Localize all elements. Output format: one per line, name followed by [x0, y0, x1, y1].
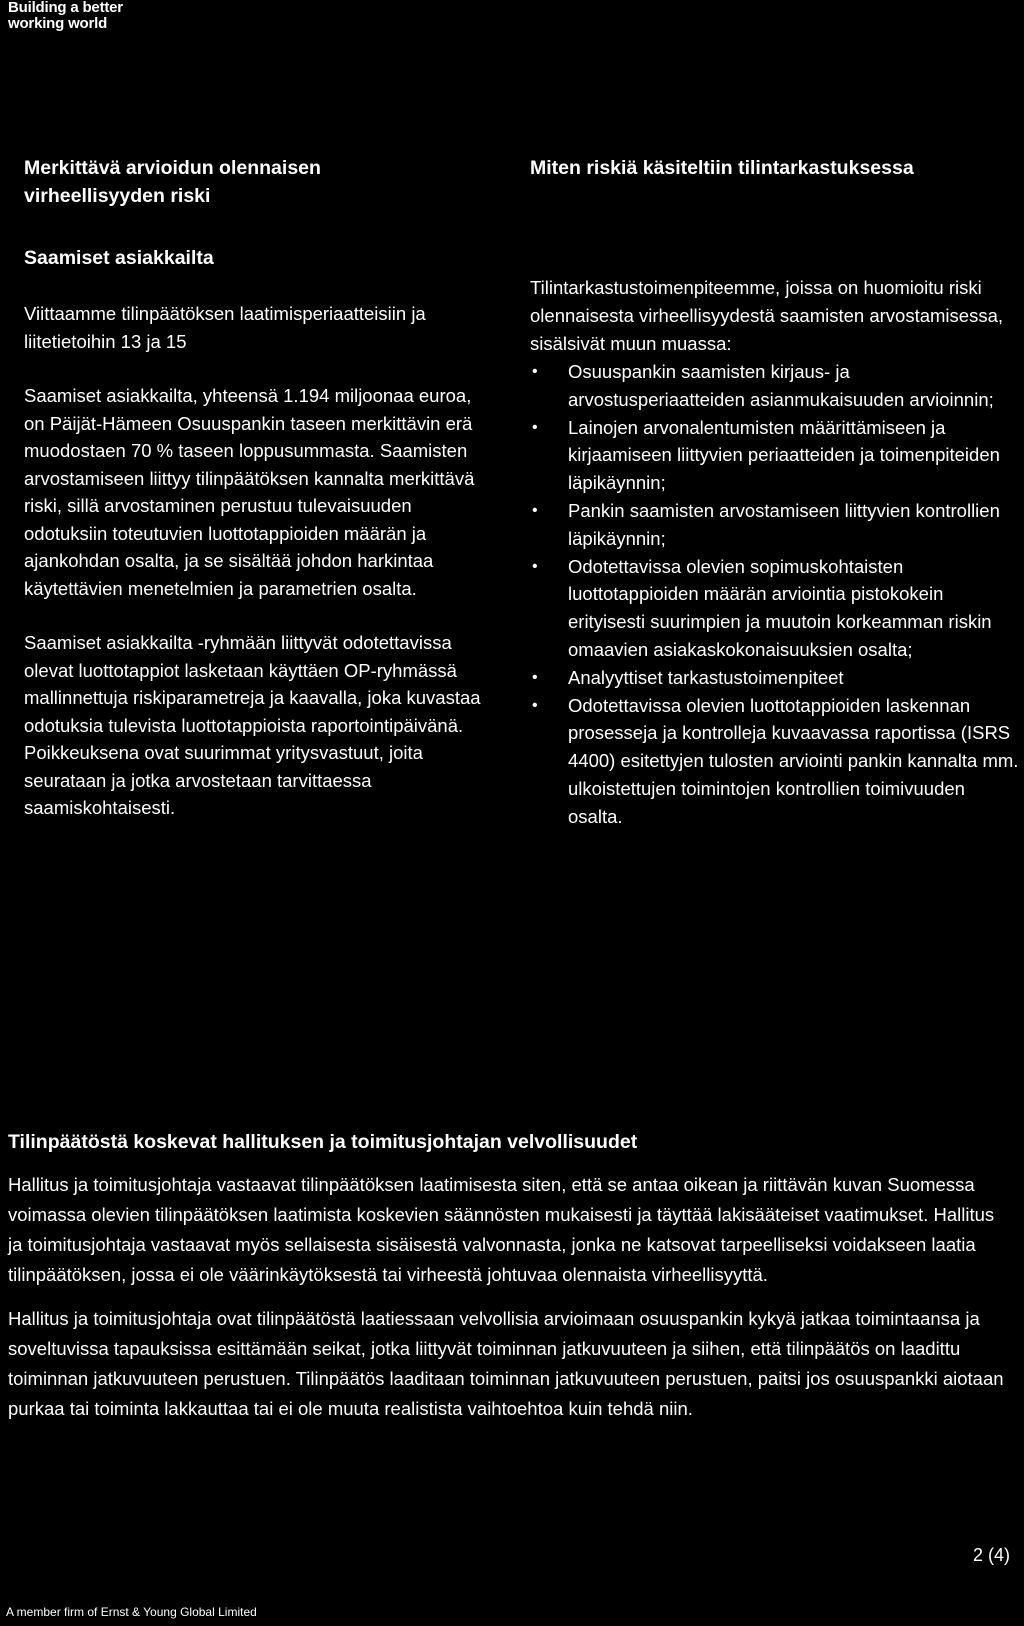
left-header-line-1: Merkittävä arvioidun olennaisen — [24, 157, 321, 179]
section-title: Tilinpäätöstä koskevat hallituksen ja toimitusjohtajan velvollisuudet — [8, 1131, 638, 1153]
left-header-line-2: virheellisyyden riski — [24, 185, 211, 207]
left-paragraph-2: Saamiset asiakkailta, yhteensä 1.194 miljoonaa euroa, on Päijät-Hämeen Osuuspankin taseen merkittävin erä muodostaen 70 % taseen loppusummasta. Saamisten arvostamiseen liittyy tilinpäätöksen kannalta merkittävä riski, sillä arvostaminen perustuu tulevaisuuden odotuksiin toteutuvien luottotappioiden määrän ja ajankohdan osalta, ja se sisältää johdon harkintaa käytettävien menetelmien ja parametrien osalta. — [24, 385, 475, 599]
procedure-item: • Odotettavissa olevien luottotappioiden laskennan prosesseja ja kontrolleja kuvaavassa raportissa (ISRS 4400) esitettyjen tulosten arviointi pankin kannalta mm. ulkoistettujen toimintojen kontrollien toimivuuden osalta. — [530, 692, 1020, 831]
left-column-header — [24, 154, 492, 210]
brand-line-2: working world — [8, 15, 108, 32]
procedure-item: • Analyyttiset tarkastustoimenpiteet — [530, 664, 1020, 692]
right-intro: Tilintarkastustoimenpiteemme, joissa on huomioitu riski olennaisesta virheellisyydestä saamisten arvostamisessa, sisälsivät muun muassa: — [530, 277, 1003, 354]
responsibilities-section — [8, 1128, 1013, 1424]
right-column-header: Miten riskiä käsiteltiin tilintarkastuksessa — [530, 157, 914, 179]
procedures-list — [530, 358, 1020, 831]
section-paragraph-1: Hallitus ja toimitusjohtaja vastaavat tilinpäätöksen laatimisesta siten, että se antaa oikean ja riittävän kuvan Suomessa voimassa olevien tilinpäätöksen laatimista koskevien säännösten mukaisesti ja täyttää lakisääteiset vaatimukset. Hallitus ja toimitusjohtaja vastaavat myös sellaisesta sisäisestä valvonnasta, jonka ne katsovat tarpeelliseksi voidakseen laatia tilinpäätöksen, jossa ei ole väärinkäytöksestä tai virheestä johtuvaa olennaista virheellisyyttä. — [8, 1174, 995, 1285]
section-paragraph-2: Hallitus ja toimitusjohtaja ovat tilinpäätöstä laatiessaan velvollisia arvioimaan osuuspankin kykyä jatkaa toimintaansa ja soveltuvissa tapauksissa esittämään seikat, jotka liittyvät toiminnan jatkuvuuteen ja siihen, että tilinpäätös on laadittu toiminnan jatkuvuuteen perustuen. Tilinpäätös laaditaan toiminnan jatkuvuuteen perustuen, paitsi jos osuuspankki aiotaan purkaa tai toiminta lakkauttaa tai ei ole muuta realistista vaihtoehtoa kuin tehdä niin. — [8, 1308, 1004, 1419]
left-column — [24, 244, 492, 822]
page-number: 2 (4) — [972, 1545, 1010, 1565]
brand-tagline — [8, 0, 123, 32]
footer-text: A member firm of Ernst & Young Global Limited — [6, 1605, 257, 1619]
procedure-item: • Osuuspankin saamisten kirjaus- ja arvostusperiaatteiden asianmukaisuuden arvioinnin; — [530, 358, 1020, 414]
procedure-item: • Lainojen arvonalentumisten määrittämiseen ja kirjaamiseen liittyvien periaatteiden ja toimenpiteiden läpikäynnin; — [530, 414, 1020, 497]
procedure-item: • Pankin saamisten arvostamiseen liittyvien kontrollien läpikäynnin; — [530, 497, 1020, 553]
left-paragraph-1: Viittaamme tilinpäätöksen laatimisperiaatteisiin ja liitetietoihin 13 ja 15 — [24, 303, 426, 352]
brand-line-1: Building a better — [8, 0, 123, 16]
right-column — [530, 274, 1020, 831]
procedure-item: • Odotettavissa olevien sopimuskohtaisten luottotappioiden määrän arviointia pistokokein erityisesti suurimpien ja muutoin korkeamman riskin omaavien asiakaskokonaisuuksien osalta; — [530, 553, 1020, 664]
left-subtitle: Saamiset asiakkailta — [24, 247, 214, 269]
left-paragraph-3: Saamiset asiakkailta -ryhmään liittyvät odotettavissa olevat luottotappiot lasketaan käyttäen OP-ryhmässä mallinnettuja riskiparametreja ja kaavalla, joka kuvastaa odotuksia tulevista luottotappioista raportointipäivänä. Poikkeuksena ovat suurimmat yritysvastuut, joita seurataan ja jotka arvostetaan tarvittaessa saamiskohtaisesti. — [24, 632, 481, 818]
